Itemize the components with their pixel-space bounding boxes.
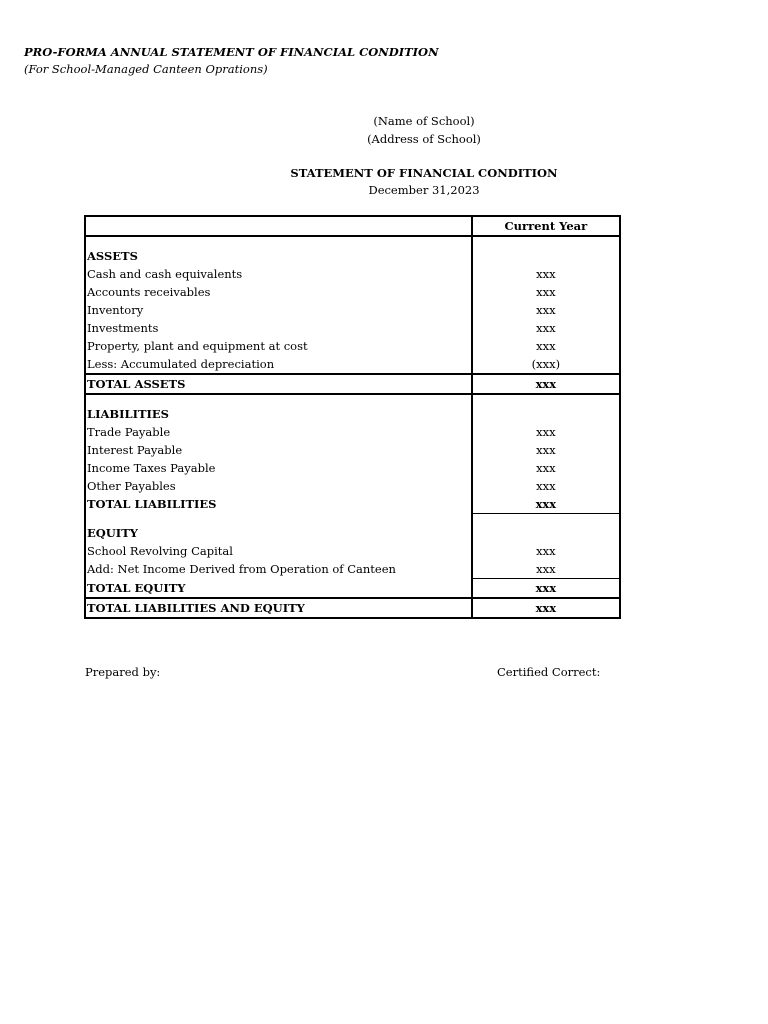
financial-condition-table [84,215,621,619]
row-label: Trade Payable [85,423,472,441]
table-row [85,337,620,355]
row-label: Less: Accumulated depreciation [85,355,472,374]
column-header: Current Year [472,216,620,236]
row-value: xxx [472,265,620,283]
table-row [85,560,620,579]
statement-title: STATEMENT OF FINANCIAL CONDITION [290,166,558,180]
total-label: TOTAL LIABILITIES [85,495,472,514]
table-row [85,355,620,374]
row-label: Investments [85,319,472,337]
grand-total-row [85,598,620,618]
table-row [85,477,620,495]
section-heading: LIABILITIES [85,405,472,423]
row-label: School Revolving Capital [85,542,472,560]
table-row [85,301,620,319]
total-value: xxx [472,495,620,514]
row-value: xxx [472,560,620,579]
row-value: xxx [472,441,620,459]
certified-correct-label: Certified Correct: [497,665,601,679]
table-row [85,265,620,283]
total-equity-row [85,579,620,599]
row-label: Other Payables [85,477,472,495]
total-label: TOTAL ASSETS [85,374,472,394]
row-value: xxx [472,459,620,477]
table-row [85,283,620,301]
document-title: PRO-FORMA ANNUAL STATEMENT OF FINANCIAL CONDITION [24,45,439,59]
prepared-by-label: Prepared by: [85,665,161,679]
table-row [85,459,620,477]
grand-total-value: xxx [472,598,620,618]
row-value: xxx [472,301,620,319]
assets-heading-row [85,247,620,265]
row-value: xxx [472,542,620,560]
total-value: xxx [472,579,620,599]
row-value: xxx [472,319,620,337]
table-row [85,441,620,459]
row-label: Cash and cash equivalents [85,265,472,283]
school-name: (Name of School) [373,114,475,128]
row-label: Interest Payable [85,441,472,459]
document-subtitle: (For School-Managed Canteen Oprations) [24,62,268,76]
table-row [85,542,620,560]
statement-date: December 31,2023 [368,183,480,197]
row-value: xxx [472,423,620,441]
total-label: TOTAL EQUITY [85,579,472,599]
grand-total-label: TOTAL LIABILITIES AND EQUITY [85,598,472,618]
row-label: Property, plant and equipment at cost [85,337,472,355]
row-value: xxx [472,477,620,495]
row-label: Income Taxes Payable [85,459,472,477]
total-liabilities-row [85,495,620,514]
row-value: xxx [472,337,620,355]
school-address: (Address of School) [367,132,481,146]
row-value: xxx [472,283,620,301]
row-label: Inventory [85,301,472,319]
section-heading: EQUITY [85,524,472,542]
total-value: xxx [472,374,620,394]
table-row [85,319,620,337]
total-assets-row [85,374,620,394]
section-heading: ASSETS [85,247,472,265]
table-header-row [85,216,620,236]
row-value: (xxx) [472,355,620,374]
row-label: Add: Net Income Derived from Operation of Canteen [85,560,472,579]
table-row [85,423,620,441]
liabilities-heading-row [85,405,620,423]
row-label: Accounts receivables [85,283,472,301]
equity-heading-row [85,524,620,542]
